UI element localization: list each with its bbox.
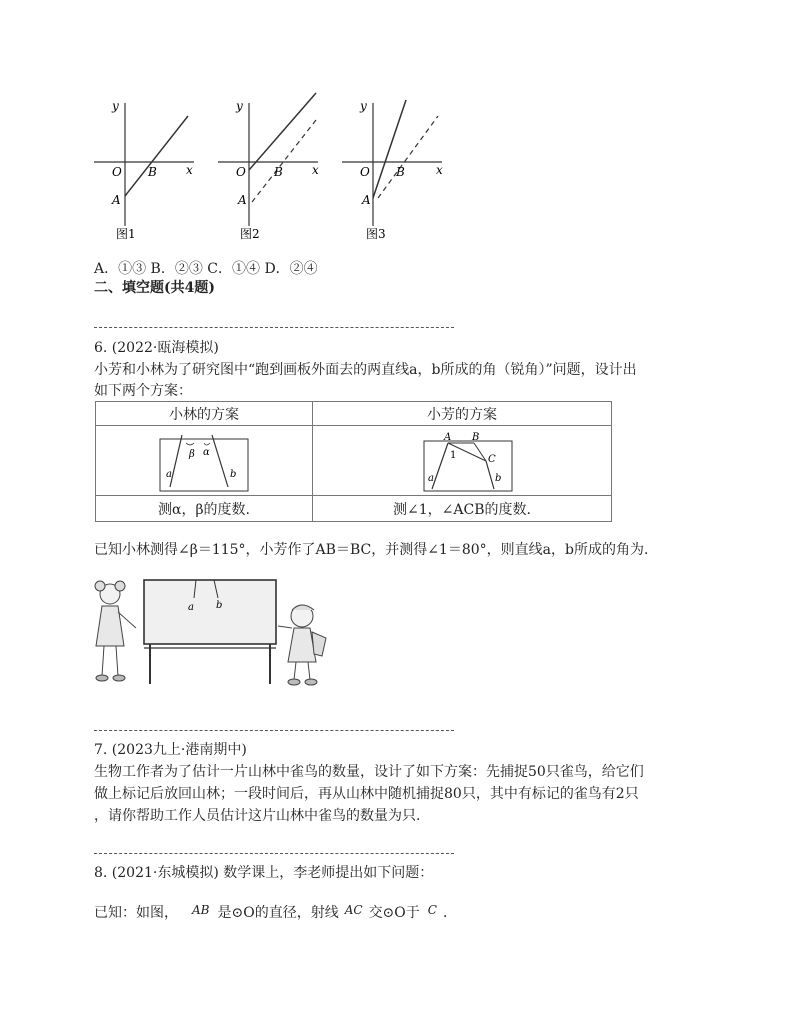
question-6-source: 6. (2022·瓯海模拟) [94,340,219,356]
question-7-text-line-1: 生物工作者为了估计一片山林中雀鸟的数量，设计了如下方案：先捕捉50只雀鸟，给它们 [94,764,644,780]
line-solid [249,93,316,170]
question-6-text-line-2: 如下两个方案： [94,383,192,399]
y-label: y [112,99,119,113]
x-label: x [436,163,443,177]
point-b-label: B [148,165,157,179]
divider [94,327,454,328]
plans-table [95,401,612,522]
label-beta: β [189,448,195,460]
line-solid [373,100,406,198]
plan-footer-xiaofang: 测∠1，∠ACB的度数. [313,496,612,522]
classroom-illustration [92,576,332,686]
line-dashed [252,120,316,202]
graph-figure-1 [90,98,202,243]
question-6-text-line-1: 小芳和小林为了研究图中“跑到画板外面去的两直线a，b所成的角（锐角）”问题，设计出 [94,362,637,378]
known-end: ． [442,905,457,921]
board-label-a: a [188,602,194,613]
graph-figure-3 [338,94,450,243]
math-ab: AB [192,903,210,917]
label-A: A [444,431,452,443]
x-label: x [186,163,193,177]
label-alpha: α [203,446,210,458]
point-a-label: A [112,193,121,207]
y-label: y [360,99,367,113]
question-7-text-line-3: ，请你帮助工作人员估计这片山林中雀鸟的数量为只. [94,808,421,824]
plan-header-xiaolin: 小林的方案 [96,402,313,426]
line-a [432,443,448,489]
known-mid-2: 交⊙O于 [368,905,420,921]
point-b-label: B [396,165,405,179]
origin-label: O [236,165,246,179]
label-B: B [472,431,480,443]
question-8-source: 8. (2021·东城模拟) 数学课上，李老师提出如下问题： [94,865,434,881]
origin-label: O [360,165,370,179]
plan-figure-xiaofang-cell [313,426,612,496]
figure-caption: 图2 [240,227,260,241]
line-1 [125,116,188,196]
plan-header-xiaofang: 小芳的方案 [313,402,612,426]
math-c: C [427,903,437,917]
line-b [486,461,494,489]
y-label: y [236,99,243,113]
question-6-prompt: 已知小林测得∠β＝115°，小芳作了AB＝BC，并测得∠1＝80°，则直线a，b所成的角为． [94,542,658,558]
question-7-text-line-2: 做上标记后放回山林；一段时间后，再从山林中随机捕捉80只，其中有标记的雀鸟有2只 [94,786,639,802]
question-8-known [94,903,457,923]
beta-arc [186,443,194,445]
origin-label: O [112,165,122,179]
plan-figure-xiaofang [402,431,522,493]
graph-figure-2 [214,90,326,243]
divider [94,730,454,731]
x-label: x [312,163,319,177]
point-b-label: B [274,165,283,179]
divider [94,853,454,854]
figure-caption: 图1 [116,227,136,241]
section-title: 二、填空题(共4题) [94,280,215,296]
plan-figure-xiaolin [144,433,264,493]
answer-options: A．①③ B．②③ C．①④ D．②④ [94,261,318,277]
question-7-source: 7. (2023九上·港南期中) [94,742,247,758]
math-ac: AC [344,903,363,917]
alpha-arc [204,443,210,445]
point-a-label: A [362,193,371,207]
label-b: b [495,472,502,484]
line-b [212,435,228,487]
label-b: b [230,468,237,480]
point-a-label: A [238,193,247,207]
plan-footer-xiaolin: 测α，β的度数. [96,496,313,522]
board-label-b: b [216,600,223,611]
known-prefix: 已知：如图， [94,905,178,921]
board [144,580,276,644]
label-a: a [166,468,172,480]
known-mid-1: 是⊙O的直径，射线 [217,905,339,921]
label-a: a [428,472,434,484]
label-C: C [488,453,496,465]
girl-right-figure [278,605,326,685]
label-angle-1: 1 [450,449,457,461]
girl-left-figure [95,581,136,681]
figure-caption: 图3 [366,227,386,241]
plan-figure-xiaolin-cell [96,426,313,496]
